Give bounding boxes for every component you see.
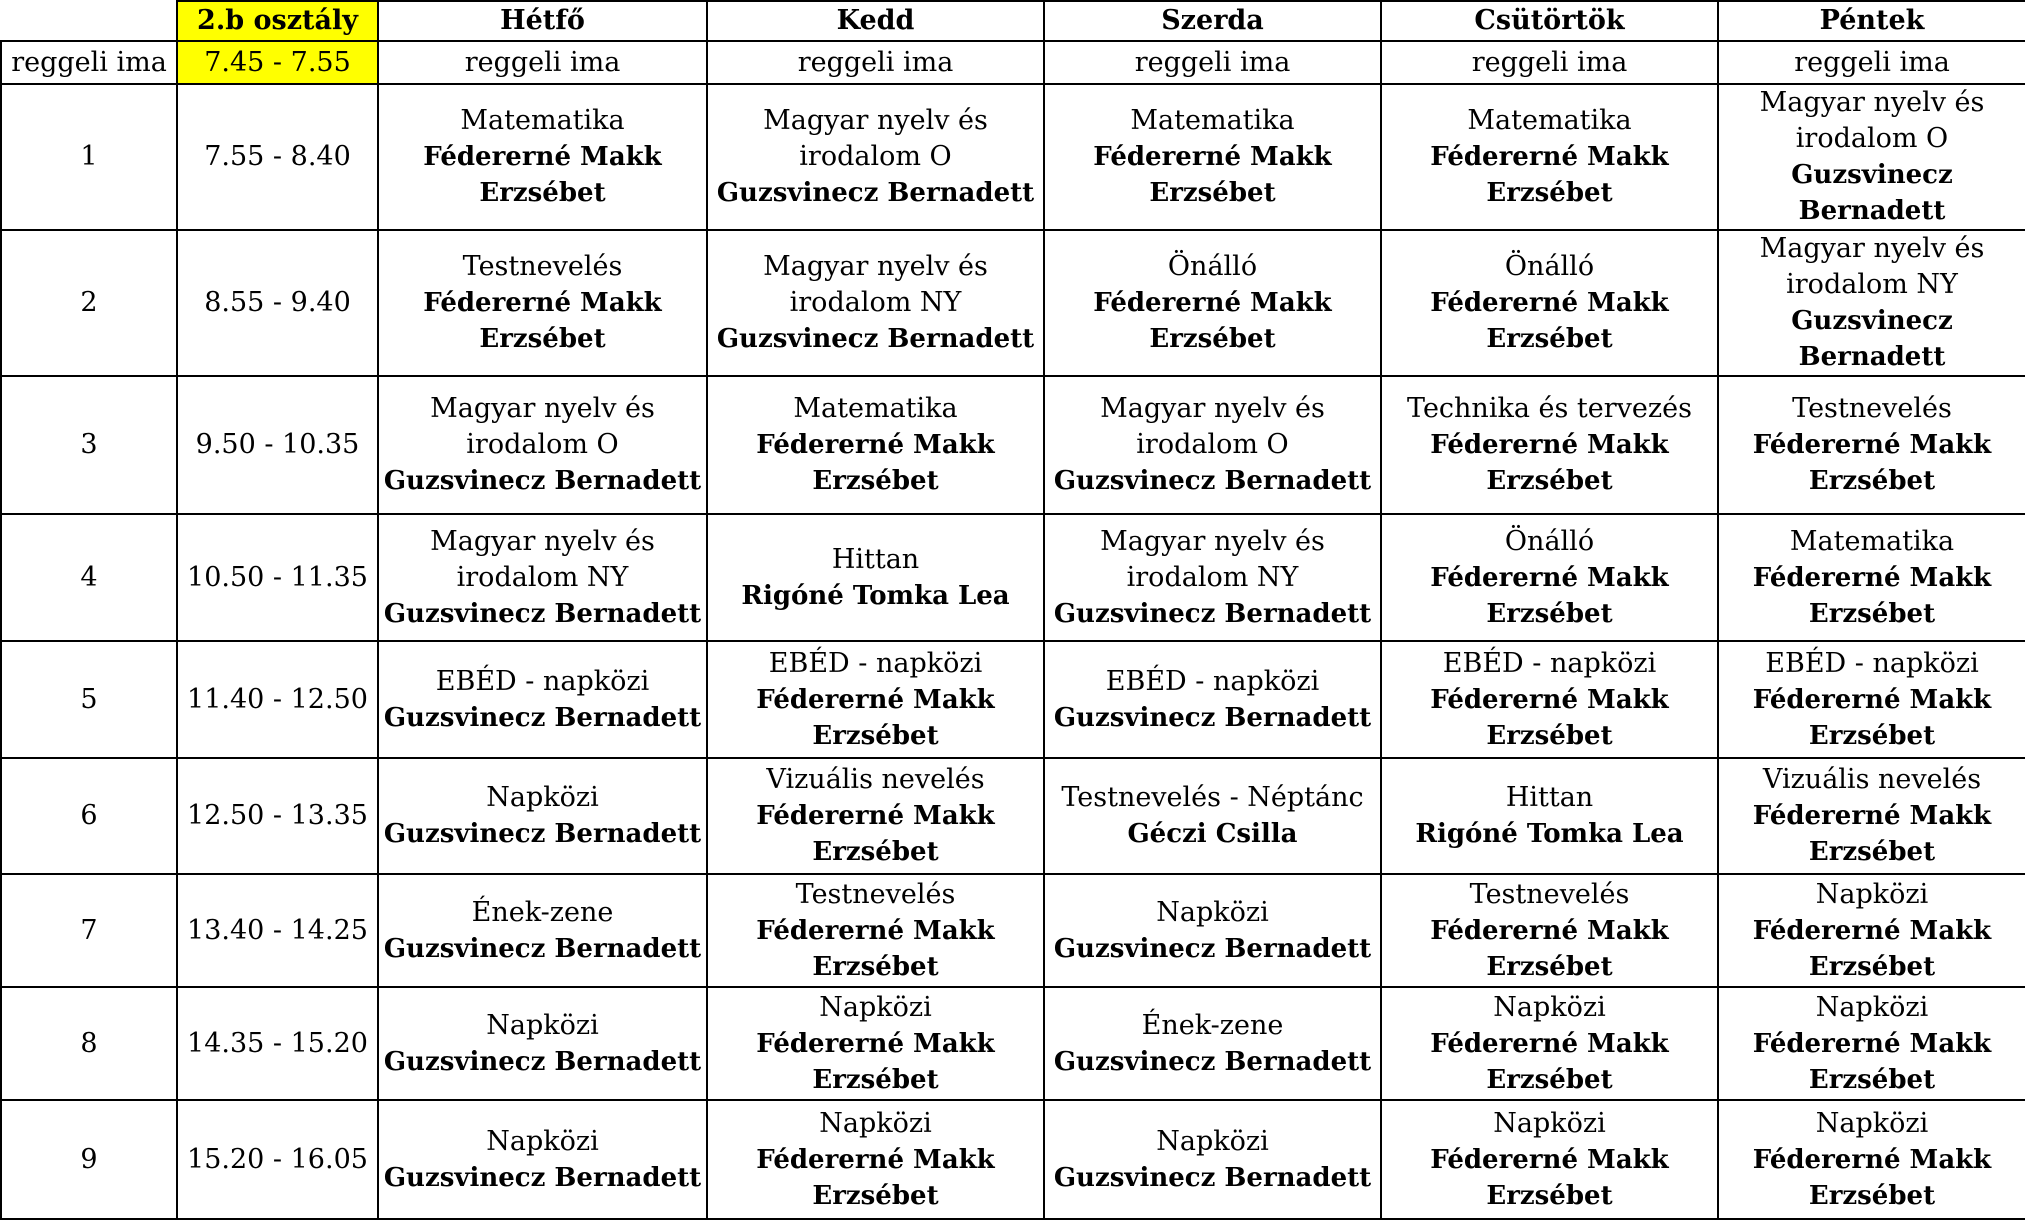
subject-name: Testnevelés: [795, 878, 956, 910]
subject-name: Vizuális nevelés: [1762, 764, 1982, 795]
teacher-name: Rigóné Tomka Lea: [1415, 819, 1684, 849]
subject-name: Ének-zene: [471, 896, 614, 928]
lesson-cell-friday: [1718, 987, 2025, 1100]
prayer-row: [1, 41, 2025, 84]
subject-name: Napközi: [1493, 991, 1606, 1023]
prayer-time: 7.45 - 7.55: [177, 41, 378, 84]
teacher-name: Guzsvinecz Bernadett: [1053, 1046, 1372, 1077]
period-number: 9: [1, 1100, 177, 1219]
lesson-cell-wednesday: [1044, 230, 1381, 376]
subject-name: EBÉD - napközi: [435, 665, 650, 697]
teacher-name: Guzsvinecz Bernadett: [1053, 598, 1372, 629]
lesson-cell-monday: [378, 987, 707, 1100]
subject-name: Napközi: [1815, 991, 1929, 1023]
lesson-cell-tuesday: [707, 1100, 1044, 1219]
teacher-name: Guzsvinecz Bernadett: [383, 1046, 702, 1077]
lesson-cell-monday: [378, 874, 707, 987]
lesson-cell-monday: [378, 376, 707, 514]
subject-name: Technika és tervezés: [1407, 393, 1692, 424]
lesson-cell-friday: [1718, 874, 2025, 987]
teacher-name: Fédererné Makk Erzsébet: [1752, 801, 1992, 867]
subject-name: EBÉD - napközi: [1105, 665, 1320, 697]
lesson-cell-thursday: [1381, 874, 1718, 987]
lesson-row: [1, 230, 2025, 376]
lesson-cell-friday: [1718, 641, 2025, 758]
teacher-name: Géczi Csilla: [1127, 819, 1298, 849]
teacher-name: Fédererné Makk Erzsébet: [1752, 1028, 1992, 1095]
lesson-cell-wednesday: [1044, 987, 1381, 1100]
period-number: 6: [1, 758, 177, 874]
lesson-cell-tuesday: [707, 84, 1044, 230]
subject-name: Önálló: [1504, 251, 1595, 282]
lesson-row: [1, 758, 2025, 874]
subject-name: Vizuális nevelés: [766, 764, 985, 795]
period-time: 15.20 - 16.05: [177, 1100, 378, 1219]
teacher-name: Rigóné Tomka Lea: [741, 580, 1010, 611]
period-number: 2: [1, 230, 177, 376]
teacher-name: Fédererné Makk Erzsébet: [1430, 288, 1669, 354]
period-time: 10.50 - 11.35: [177, 514, 378, 641]
teacher-name: Fédererné Makk Erzsébet: [1752, 684, 1992, 751]
prayer-cell: reggeli ima: [707, 41, 1044, 84]
lesson-cell-monday: [378, 230, 707, 376]
subject-name: Magyar nyelv és irodalom O: [1759, 87, 1985, 154]
lesson-cell-monday: [378, 641, 707, 758]
teacher-name: Fédererné Makk Erzsébet: [1752, 1144, 1992, 1211]
lesson-cell-monday: [378, 758, 707, 874]
lesson-cell-thursday: [1381, 758, 1718, 874]
day-header-thursday: Csütörtök: [1381, 1, 1718, 41]
lesson-cell-tuesday: [707, 987, 1044, 1100]
subject-name: EBÉD - napközi: [1442, 647, 1657, 679]
period-time: 14.35 - 15.20: [177, 987, 378, 1100]
teacher-name: Guzsvinecz Bernadett: [383, 466, 702, 496]
teacher-name: Guzsvinecz Bernadett: [1791, 306, 1953, 372]
teacher-name: Fédererné Makk Erzsébet: [1752, 562, 1992, 629]
teacher-name: Fédererné Makk Erzsébet: [1752, 430, 1992, 496]
lesson-cell-tuesday: [707, 641, 1044, 758]
class-label: 2.b osztály: [177, 1, 378, 41]
period-time: 11.40 - 12.50: [177, 641, 378, 758]
lesson-cell-thursday: [1381, 1100, 1718, 1219]
lesson-row: [1, 1100, 2025, 1219]
teacher-name: Fédererné Makk Erzsébet: [1430, 430, 1669, 496]
subject-name: Napközi: [1156, 896, 1269, 928]
period-number: 5: [1, 641, 177, 758]
lesson-cell-friday: [1718, 376, 2025, 514]
period-number: 1: [1, 84, 177, 230]
prayer-cell: reggeli ima: [1044, 41, 1381, 84]
day-header-friday: Péntek: [1718, 1, 2025, 41]
teacher-name: Guzsvinecz Bernadett: [383, 1162, 702, 1193]
subject-name: Matematika: [1789, 525, 1955, 557]
lesson-cell-tuesday: [707, 874, 1044, 987]
subject-name: Napközi: [819, 1107, 932, 1139]
teacher-name: Guzsvinecz Bernadett: [1053, 702, 1372, 733]
subject-name: Magyar nyelv és irodalom NY: [1759, 233, 1985, 300]
lesson-cell-wednesday: [1044, 84, 1381, 230]
lesson-cell-monday: [378, 1100, 707, 1219]
subject-name: Napközi: [1493, 1107, 1606, 1139]
day-header-monday: Hétfő: [378, 1, 707, 41]
subject-name: Hittan: [831, 543, 920, 575]
lesson-cell-thursday: [1381, 987, 1718, 1100]
lesson-cell-wednesday: [1044, 641, 1381, 758]
lesson-row: [1, 84, 2025, 230]
subject-name: Önálló: [1167, 251, 1258, 282]
teacher-name: Guzsvinecz Bernadett: [383, 702, 702, 733]
lesson-row: [1, 376, 2025, 514]
period-number: 8: [1, 987, 177, 1100]
subject-name: Matematika: [1467, 105, 1632, 136]
teacher-name: Fédererné Makk Erzsébet: [756, 1028, 995, 1095]
header-row: [1, 1, 2025, 41]
subject-name: Matematika: [460, 105, 625, 136]
corner-cell: [1, 1, 177, 41]
teacher-name: Guzsvinecz Bernadett: [383, 598, 702, 629]
subject-name: Magyar nyelv és irodalom NY: [1100, 525, 1325, 593]
subject-name: Magyar nyelv és irodalom O: [763, 105, 988, 172]
teacher-name: Fédererné Makk Erzsébet: [756, 801, 995, 867]
teacher-name: Fédererné Makk Erzsébet: [423, 288, 662, 354]
lesson-row: [1, 874, 2025, 987]
subject-name: Hittan: [1505, 782, 1594, 813]
period-time: 12.50 - 13.35: [177, 758, 378, 874]
subject-name: Testnevelés - Néptánc: [1061, 782, 1364, 813]
teacher-name: Guzsvinecz Bernadett: [1053, 1162, 1372, 1193]
lesson-cell-wednesday: [1044, 376, 1381, 514]
teacher-name: Fédererné Makk Erzsébet: [756, 684, 995, 751]
teacher-name: Fédererné Makk Erzsébet: [756, 430, 995, 496]
prayer-label: reggeli ima: [1, 41, 177, 84]
lesson-cell-tuesday: [707, 230, 1044, 376]
subject-name: Matematika: [793, 393, 958, 424]
prayer-cell: reggeli ima: [1718, 41, 2025, 84]
subject-name: Magyar nyelv és irodalom NY: [430, 525, 655, 593]
lesson-cell-friday: [1718, 230, 2025, 376]
teacher-name: Guzsvinecz Bernadett: [1791, 160, 1953, 226]
lesson-cell-tuesday: [707, 514, 1044, 641]
lesson-cell-friday: [1718, 1100, 2025, 1219]
lesson-cell-monday: [378, 84, 707, 230]
subject-name: Napközi: [1815, 1107, 1929, 1139]
lesson-cell-wednesday: [1044, 874, 1381, 987]
teacher-name: Fédererné Makk Erzsébet: [1430, 1028, 1669, 1095]
teacher-name: Fédererné Makk Erzsébet: [1430, 142, 1669, 208]
teacher-name: Fédererné Makk Erzsébet: [1430, 915, 1669, 982]
period-number: 3: [1, 376, 177, 514]
teacher-name: Fédererné Makk Erzsébet: [756, 915, 995, 982]
period-time: 13.40 - 14.25: [177, 874, 378, 987]
lesson-cell-thursday: [1381, 376, 1718, 514]
lesson-cell-wednesday: [1044, 758, 1381, 874]
period-time: 7.55 - 8.40: [177, 84, 378, 230]
lesson-cell-friday: [1718, 84, 2025, 230]
teacher-name: Guzsvinecz Bernadett: [383, 933, 702, 964]
period-number: 4: [1, 514, 177, 641]
teacher-name: Guzsvinecz Bernadett: [716, 178, 1035, 208]
subject-name: Testnevelés: [1469, 878, 1630, 910]
subject-name: Önálló: [1504, 525, 1595, 557]
lesson-cell-thursday: [1381, 84, 1718, 230]
teacher-name: Fédererné Makk Erzsébet: [423, 142, 662, 208]
teacher-name: Fédererné Makk Erzsébet: [1430, 1144, 1669, 1211]
subject-name: Napközi: [819, 991, 932, 1023]
day-header-tuesday: Kedd: [707, 1, 1044, 41]
subject-name: Napközi: [486, 1125, 599, 1157]
subject-name: Magyar nyelv és irodalom O: [430, 393, 655, 460]
subject-name: Testnevelés: [1792, 393, 1952, 424]
subject-name: Ének-zene: [1141, 1009, 1284, 1041]
subject-name: Napközi: [1815, 878, 1929, 910]
subject-name: Napközi: [486, 782, 599, 813]
subject-name: Testnevelés: [462, 251, 623, 282]
lesson-row: [1, 514, 2025, 641]
lesson-cell-wednesday: [1044, 1100, 1381, 1219]
subject-name: Magyar nyelv és irodalom O: [1100, 393, 1325, 460]
lesson-cell-monday: [378, 514, 707, 641]
prayer-cell: reggeli ima: [378, 41, 707, 84]
lesson-cell-wednesday: [1044, 514, 1381, 641]
teacher-name: Guzsvinecz Bernadett: [1053, 466, 1372, 496]
subject-name: EBÉD - napközi: [768, 647, 983, 679]
subject-name: EBÉD - napközi: [1765, 647, 1979, 679]
lesson-rows: [1, 84, 2025, 1219]
teacher-name: Fédererné Makk Erzsébet: [1093, 288, 1332, 354]
lesson-cell-tuesday: [707, 376, 1044, 514]
lesson-row: [1, 987, 2025, 1100]
teacher-name: Fédererné Makk Erzsébet: [1093, 142, 1332, 208]
lesson-cell-thursday: [1381, 641, 1718, 758]
teacher-name: Guzsvinecz Bernadett: [383, 819, 702, 849]
period-number: 7: [1, 874, 177, 987]
lesson-cell-friday: [1718, 514, 2025, 641]
lesson-cell-friday: [1718, 758, 2025, 874]
subject-name: Napközi: [486, 1009, 599, 1041]
teacher-name: Guzsvinecz Bernadett: [716, 324, 1035, 354]
teacher-name: Fédererné Makk Erzsébet: [1752, 915, 1992, 982]
teacher-name: Guzsvinecz Bernadett: [1053, 933, 1372, 964]
subject-name: Napközi: [1156, 1125, 1269, 1157]
prayer-cell: reggeli ima: [1381, 41, 1718, 84]
lesson-cell-thursday: [1381, 230, 1718, 376]
teacher-name: Fédererné Makk Erzsébet: [1430, 684, 1669, 751]
lesson-cell-tuesday: [707, 758, 1044, 874]
day-header-wednesday: Szerda: [1044, 1, 1381, 41]
teacher-name: Fédererné Makk Erzsébet: [756, 1144, 995, 1211]
subject-name: Matematika: [1130, 105, 1295, 136]
subject-name: Magyar nyelv és irodalom NY: [763, 251, 988, 318]
lesson-row: [1, 641, 2025, 758]
period-time: 8.55 - 9.40: [177, 230, 378, 376]
lesson-cell-thursday: [1381, 514, 1718, 641]
teacher-name: Fédererné Makk Erzsébet: [1430, 562, 1669, 629]
period-time: 9.50 - 10.35: [177, 376, 378, 514]
